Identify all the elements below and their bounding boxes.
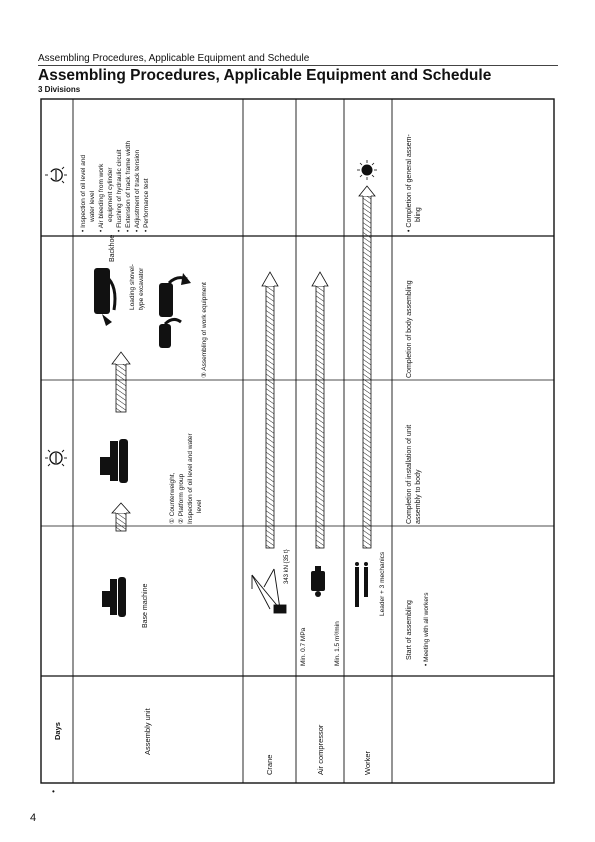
meeting-note: • Meeting with all workers: [423, 592, 430, 666]
crane-label: Crane: [265, 754, 274, 775]
worker-arrow: [359, 186, 375, 548]
workers-count: Leader + 3 mechanics: [379, 551, 386, 616]
assembly-unit-label: Assembly unit: [143, 708, 152, 755]
page-number: 4: [30, 812, 37, 824]
air-flow: Min. 1.5 m³/min: [334, 621, 341, 666]
completion-install-line2: assembly to body: [415, 469, 422, 524]
task-line-1: • Inspection of oil level and: [80, 154, 87, 232]
worker-label: Worker: [363, 750, 372, 775]
crane-capacity: 343 kN {35 t}: [284, 549, 290, 584]
task-line-2: water level: [89, 190, 96, 222]
assembly-arrow-2: [112, 352, 130, 412]
air-compressor-icon: [311, 566, 325, 597]
air-compressor-label: Air compressor: [316, 724, 325, 775]
assembly-arrow-1: [112, 503, 130, 531]
workers-icon: [355, 562, 368, 607]
base-machine-icon: [102, 577, 126, 617]
task-line-3: • Air bleeding from work: [98, 163, 105, 232]
task-line-4: equipment cylinder: [107, 167, 114, 222]
inspection-item-line2: level: [196, 499, 203, 513]
counterweight-item: ① Counterweight,: [169, 472, 176, 524]
inspection-item-line1: Inspection of oil level and water: [187, 433, 194, 524]
day1-sun-icon: [45, 450, 67, 466]
backhoe-label: Backhoe: [109, 234, 116, 262]
stray-mark: •: [52, 787, 55, 796]
crane-arrow: [262, 272, 278, 548]
completion-general-line2: bling: [415, 207, 422, 222]
start-of-assembling: Start of assembling: [406, 600, 413, 660]
air-compressor-arrow: [312, 272, 328, 548]
page-title: Assembling Procedures, Applicable Equipment and Schedule: [38, 67, 492, 84]
completion-body-label: Completion of body assembling: [406, 280, 413, 378]
completion-sun-icon: [357, 160, 377, 180]
air-pressure: Min. 0.7 MPa: [300, 627, 307, 666]
loading-shovel-line2: type excavator: [138, 267, 145, 310]
completion-install-line1: Completion of installation of unit: [406, 424, 413, 524]
task-line-5: • Flushing of hydraulic circuit: [116, 149, 123, 232]
backhoe-icon: [94, 268, 115, 326]
work-equipment-icon: [159, 319, 181, 348]
platform-item: ② Platform group: [178, 473, 185, 524]
excavator-icon: [100, 439, 128, 483]
running-header: Assembling Procedures, Applicable Equipment and Schedule: [38, 53, 310, 64]
base-machine-label: Base machine: [142, 583, 149, 628]
crane-icon: [252, 569, 286, 613]
task-line-6: • Extension of track frame width: [125, 140, 132, 232]
task-line-7: • Adjustment of track tension: [134, 149, 141, 232]
loading-shovel-icon: [159, 273, 191, 317]
completion-general-line1: • Completion of general assem-: [406, 134, 413, 232]
loading-shovel-line1: Loading shovel-: [129, 264, 136, 310]
days-label: Days: [53, 722, 62, 740]
page-subtitle: 3 Divisions: [38, 85, 81, 94]
work-equipment-step: ③ Assembling of work equipment: [201, 282, 208, 378]
day2-sun-icon: [45, 167, 67, 183]
task-line-8: • Performance test: [143, 178, 150, 232]
